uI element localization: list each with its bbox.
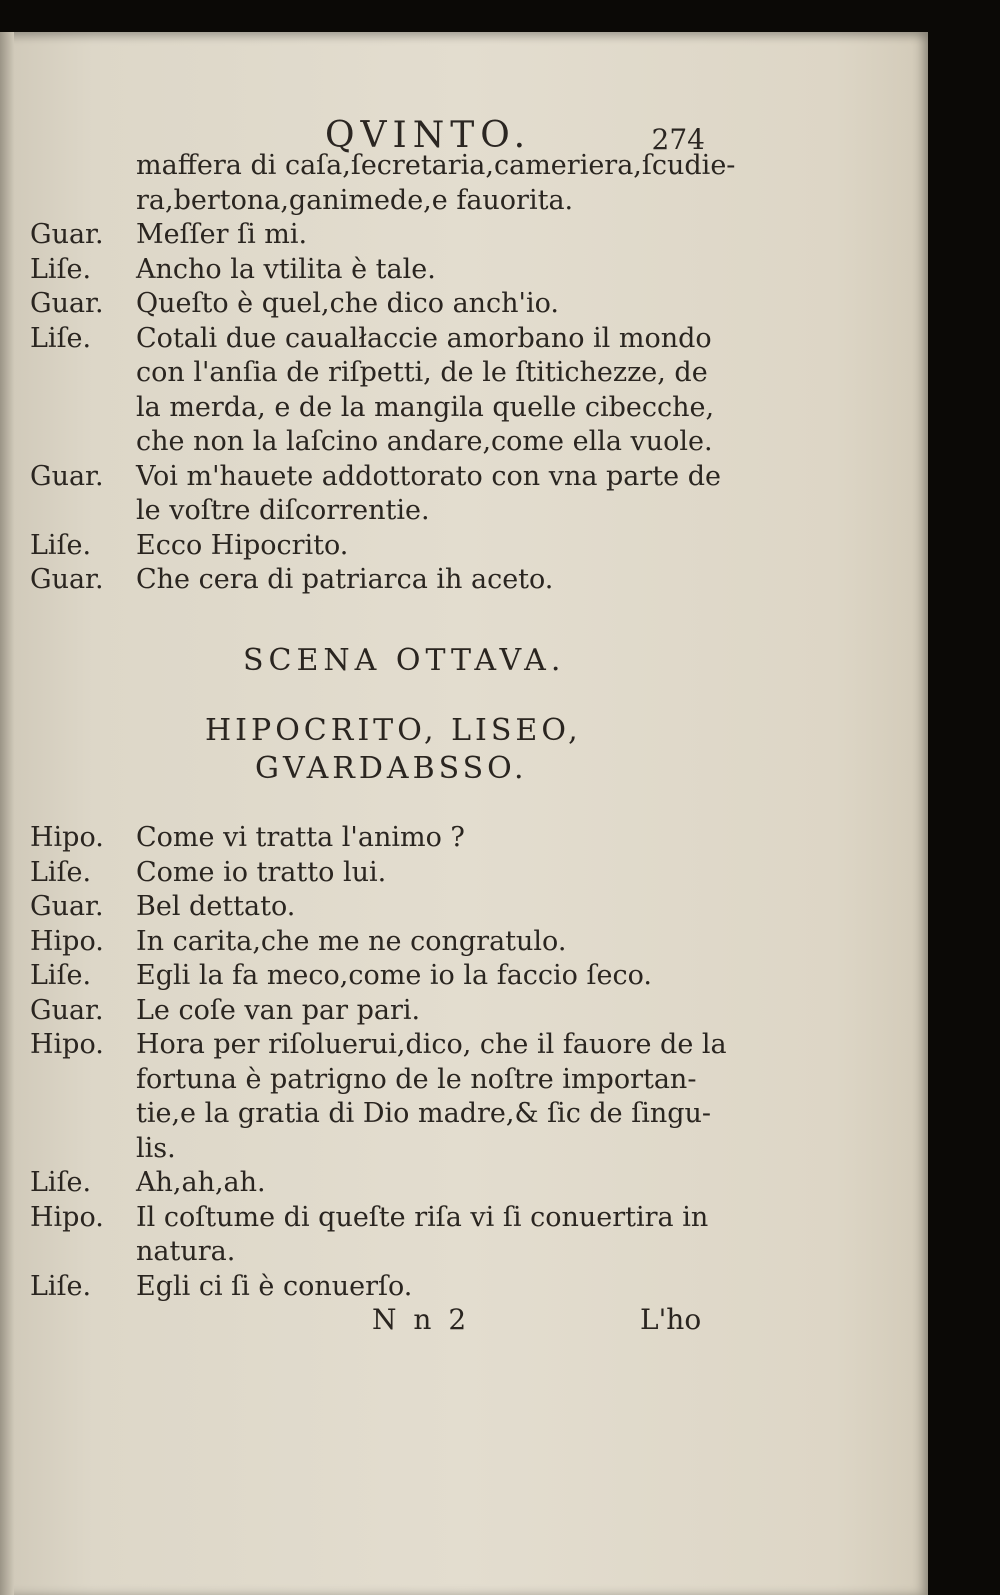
speech-text: fortuna è patrigno de le noſtre importan-	[136, 1063, 697, 1095]
speaker-label: Guar.	[30, 994, 104, 1026]
speech-text: Che cera di patriarca ih aceto.	[136, 564, 554, 595]
speech-text: con l'anſia de riſpetti, de le ſtitichezze, de	[136, 357, 708, 388]
dialogue-line	[0, 185, 928, 220]
speaker-label: Guar.	[30, 891, 104, 922]
dialogue-line	[0, 495, 928, 530]
dialogue-line	[0, 426, 928, 461]
dialogue-line	[0, 461, 928, 496]
dialogue-line	[0, 219, 928, 254]
speech-text: Ecco Hipocrito.	[136, 529, 349, 561]
speech-text: Come io tratto lui.	[136, 856, 387, 888]
speech-text: Queſto è quel,che dico anch'io.	[136, 288, 559, 319]
speech-text: Ah,ah,ah.	[136, 1167, 266, 1198]
speaker-label: Guar.	[30, 460, 104, 492]
speaker-label: Hipo.	[30, 822, 104, 853]
dialogue-line	[0, 995, 928, 1030]
speech-text: natura.	[136, 1236, 236, 1267]
dialogue-line	[0, 323, 928, 358]
dialogue-line	[0, 357, 928, 392]
speech-text: la merda, e de la mangila quelle cibecche,	[136, 391, 715, 423]
speech-text: Hora per riſoluerui,dico, che il fauore de la	[136, 1029, 727, 1060]
dialogue-line	[0, 288, 928, 323]
speaker-label: Liſe.	[30, 960, 92, 991]
dialogue-line	[0, 564, 928, 599]
speaker-label: Liſe.	[30, 322, 92, 354]
speaker-label: Liſe.	[30, 1167, 92, 1198]
dialogue-line	[0, 392, 928, 427]
signature-mark: N n 2	[372, 1303, 471, 1336]
speech-text: maffera di caſa,ſecretaria,cameriera,ſcudie-	[136, 150, 736, 181]
speech-text: tie,e la gratia di Dio madre,& ſic de ſingu-	[136, 1098, 712, 1129]
speech-text: Egli ci ſi è conuerſo.	[136, 1270, 413, 1302]
dialogue-line	[0, 891, 928, 926]
speech-text: Cotali due caualłaccie amorbano il mondo	[136, 322, 712, 354]
dialogue-line	[0, 857, 928, 892]
dialogue-line	[0, 254, 928, 289]
dialogue-line	[0, 530, 928, 565]
speaker-label: Guar.	[30, 219, 104, 250]
speaker-label: Liſe.	[30, 529, 92, 561]
speech-text: Come vi tratta l'animo ?	[136, 822, 465, 853]
dialogue-line	[0, 150, 928, 185]
speech-text: Meſſer ſi mi.	[136, 219, 308, 250]
dialogue-line	[0, 1271, 928, 1306]
speech-text: le voſtre diſcorrentie.	[136, 495, 430, 526]
speaker-label: Liſe.	[30, 856, 92, 888]
dialogue-line	[0, 822, 928, 857]
dialogue-line	[0, 1029, 928, 1064]
speech-text: Il coſtume di queſte riſa vi ſi conuertira in	[136, 1201, 709, 1233]
speaker-label: Liſe.	[30, 253, 92, 285]
dialogue-line	[0, 1167, 928, 1202]
speech-text: lis.	[136, 1132, 176, 1164]
dialogue-block-bottom	[0, 822, 928, 1305]
scene-characters: HIPOCRITO, LISEO,	[205, 713, 582, 748]
speech-text: Ancho la vtilita è tale.	[136, 253, 436, 285]
dialogue-block-top	[0, 150, 928, 599]
speech-text: In carita,che me ne congratulo.	[136, 925, 567, 957]
dialogue-line	[0, 1098, 928, 1133]
page-number: 274	[651, 123, 705, 156]
speaker-label: Hipo.	[30, 925, 104, 957]
dialogue-line	[0, 1133, 928, 1168]
dialogue-line	[0, 1064, 928, 1099]
speaker-label: Guar.	[30, 564, 104, 595]
running-title: QVINTO.	[325, 115, 532, 156]
speech-text: ra,bertona,ganimede,e fauorita.	[136, 184, 574, 216]
speaker-label: Liſe.	[30, 1270, 92, 1302]
speaker-label: Guar.	[30, 288, 104, 319]
speech-text: Voi m'hauete addottorato con vna parte de	[136, 460, 721, 492]
speech-text: che non la laſcino andare,come ella vuole.	[136, 426, 713, 457]
speech-text: Le coſe van par pari.	[136, 994, 421, 1026]
speaker-label: Hipo.	[30, 1029, 104, 1060]
scene-title: SCENA OTTAVA.	[243, 643, 566, 678]
dialogue-line	[0, 960, 928, 995]
catchword: L'ho	[640, 1303, 702, 1336]
dialogue-line	[0, 1236, 928, 1271]
speech-text: Bel dettato.	[136, 891, 296, 922]
speaker-label: Hipo.	[30, 1201, 104, 1233]
speech-text: Egli la fa meco,come io la faccio ſeco.	[136, 960, 652, 991]
dialogue-line	[0, 1202, 928, 1237]
scene-characters: GVARDABSSO.	[255, 751, 528, 786]
dialogue-line	[0, 926, 928, 961]
